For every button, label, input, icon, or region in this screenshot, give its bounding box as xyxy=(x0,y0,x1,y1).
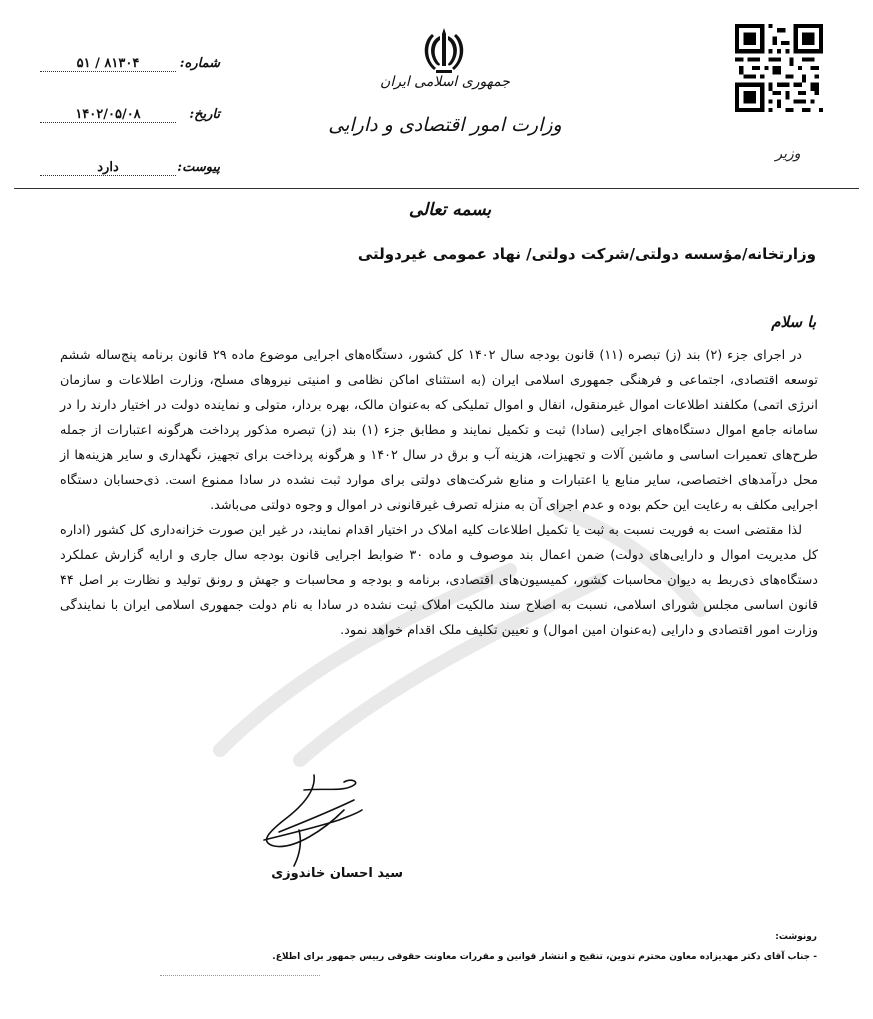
body-paragraph-2: لذا مقتضی است به فوریت نسبت به ثبت یا تکمیل اطلاعات کلیه املاک در اختیار اقدام نمایند، در غیر این صورت خزانه‌داری کل کشور (اداره کل مدیریت اموال و دارایی‌های دولت) ضمن اعمال بند موصوف و ماده ۳۰ ضوابط اجرایی قانون بودجه سال جاری و ارایه گزارش عملکرد دستگاه‌های ذی‌ربط به دیوان محاسبات کشور، کمیسیون‌های اقتصادی، برنامه و بودجه و محاسبات و جهش و رونق تولید و نظارت بر اصل ۴۴ قانون اساسی مجلس شورای اسلامی، نسبت به اصلاح سند مالکیت املاک ثبت نشده در سادا به نام دولت جمهوری اسلامی ایران با نمایندگی وزارت امور اقتصادی و دارایی (به‌عنوان امین اموال) و تعیین تکلیف ملک اقدام خواهد نمود. xyxy=(60,523,818,638)
salutation: با سلام xyxy=(771,313,816,331)
republic-title: جمهوری اسلامی ایران xyxy=(380,74,510,90)
minister-label: وزیر xyxy=(775,146,801,162)
qr-code-icon xyxy=(735,24,823,112)
letter-date-field xyxy=(40,107,220,129)
letter-number-label: شماره: xyxy=(179,56,220,71)
signer-name: سید احسان خاندوزی xyxy=(271,866,403,881)
attachment-value: دارد xyxy=(40,160,176,176)
basmala: بسمه تعالی xyxy=(408,200,492,220)
cc-label: رونوشت: xyxy=(775,932,817,942)
cc-recipient-line: - جناب آقای دکتر مهدیزاده معاون محترم تدوین، تنقیح و انتشار قوانین و مقررات معاونت حقوقی رییس جمهور برای اطلاع. xyxy=(272,952,817,962)
handwritten-signature-icon xyxy=(244,770,374,870)
body-paragraph-1: در اجرای جزء (۲) بند (ز) تبصره (۱۱) قانون بودجه سال ۱۴۰۲ کل کشور، دستگاه‌های اجرایی موضوع ماده ۲۹ قانون برنامه پنج‌ساله ششم توسعه اقتصادی، اجتماعی و فرهنگی جمهوری اسلامی ایران (به استثنای اماکن نظامی و امنیتی نیروهای مسلح، وزارت اطلاعات و سازمان انرژی اتمی) مکلفند اطلاعات اموال غیرمنقول، انفال و اموال تملیکی که به‌عنوان مالک، بهره بردار، متولی و نماینده دولت در اختیار دارند را در سامانه جامع اموال دستگاه‌های اجرایی (سادا) ثبت و تکمیل نمایند و مطابق جزء (۱) بند (ز) تبصره مذکور پرداخت هرگونه اعتبارات از جمله طرح‌های تعمیرات اساسی و ماشین آلات و تجهیزات، هزینه آب و برق در سال ۱۴۰۲ و هرگونه پرداخت برای تجهیز، نگهداری و سایر هزینه‌ها از محل درآمدهای اختصاصی، سایر منابع یا اعتبارات و منابع شرکت‌های دولتی برای موارد ثبت نشده در سادا ممنوع است. ذی‌حسابان دستگاه اجرایی مکلف به رعایت این حکم بوده و عدم اجرای آن به منزله تصرف غیرقانونی در اموال و وجوه دولتی می‌باشد. xyxy=(60,348,818,513)
footer-divider xyxy=(160,975,320,976)
ministry-title: وزارت امور اقتصادی و دارایی xyxy=(328,114,562,136)
iran-emblem-icon xyxy=(418,24,470,78)
recipient-line: وزارتخانه/مؤسسه دولتی/شرکت دولتی/ نهاد عمومی غیردولتی xyxy=(357,245,816,263)
letter-date-label: تاریخ: xyxy=(189,107,220,122)
attachment-label: پیوست: xyxy=(177,160,220,175)
letter-body xyxy=(60,343,818,643)
attachment-field xyxy=(40,160,220,182)
letter-number-value: ۵۱ / ۸۱۳۰۴ xyxy=(40,56,176,72)
header-divider xyxy=(14,188,859,189)
letter-number-field xyxy=(40,56,220,78)
letter-date-value: ۱۴۰۲/۰۵/۰۸ xyxy=(40,107,176,123)
